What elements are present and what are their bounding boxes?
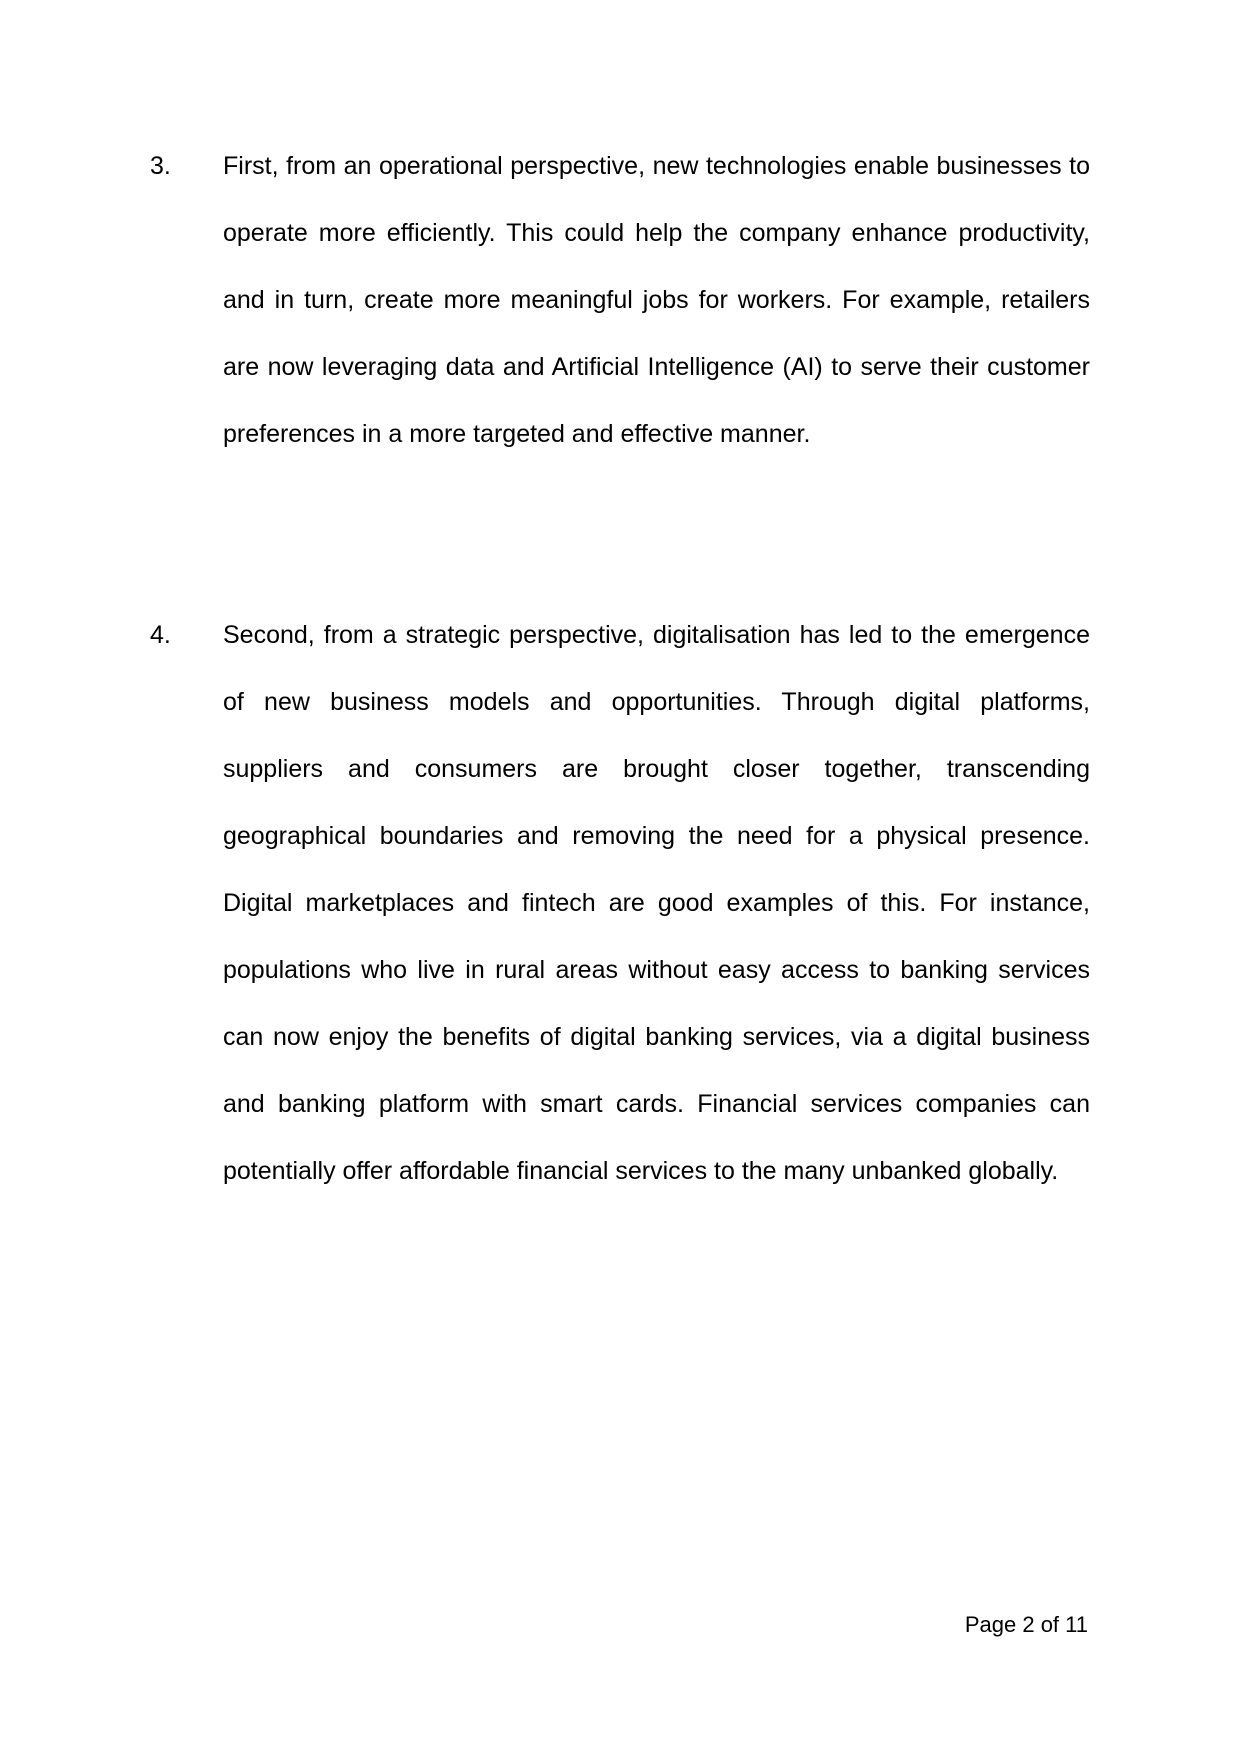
- page-number-footer: Page 2 of 11: [964, 1612, 1088, 1637]
- paragraph-text: First, from an operational perspective, new technologies enable businesses to operate more efficiently. This could help the company enhance productivity, and in turn, create more meaningful jobs for workers. For example, retailers are now leveraging data and Artificial Intelligence (AI) to serve their customer preferences in a more targeted and effective manner.: [223, 152, 1090, 448]
- paragraph-number: 3.: [150, 152, 171, 180]
- paragraph-text: Second, from a strategic perspective, digitalisation has led to the emergence of new business models and opportunities. Through digital platforms, suppliers and consumers are brought closer together, transcending geographical boundaries and removing the need for a physical presence. Digital marketplaces and fintech are good examples of this. For instance, populations who live in rural areas without easy access to banking services can now enjoy the benefits of digital banking services, via a digital business and banking platform with smart cards. Financial services companies can potentially offer affordable financial services to the many unbanked globally.: [223, 621, 1090, 1185]
- paragraph-number: 4.: [150, 621, 171, 649]
